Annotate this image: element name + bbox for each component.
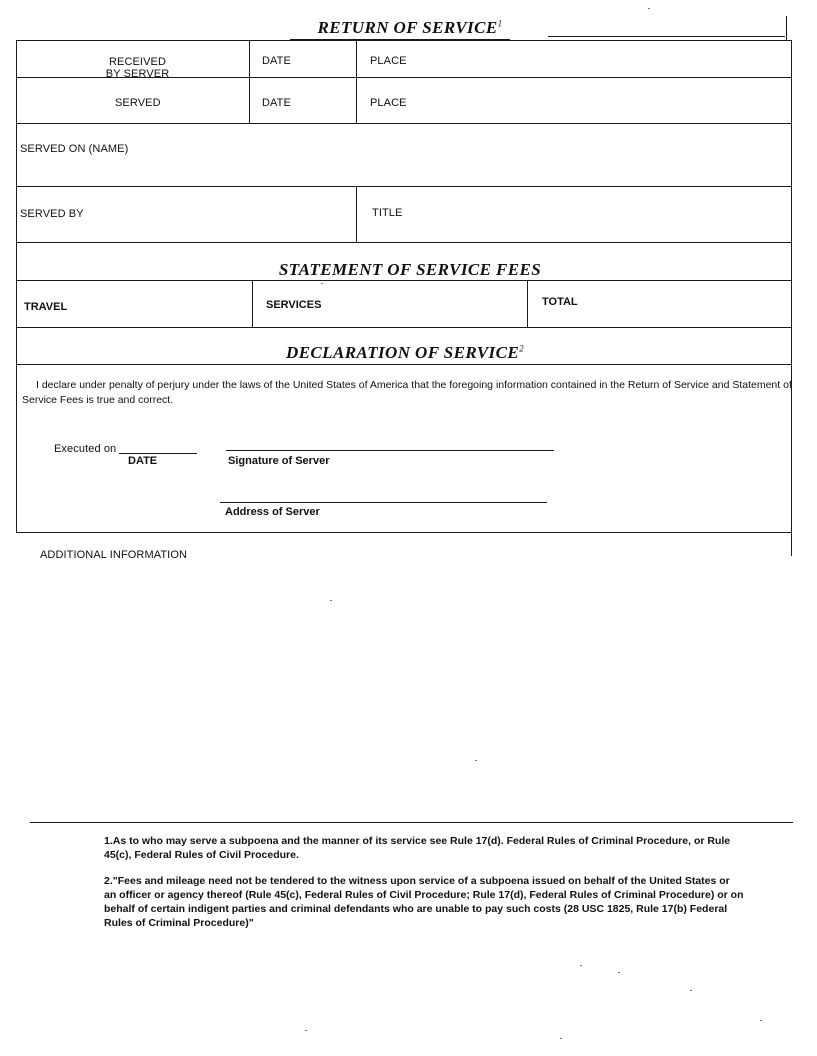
served-place-label: PLACE	[370, 97, 407, 109]
scan-speck	[760, 1020, 762, 1021]
scan-speck	[690, 990, 692, 991]
grid-divider-title	[356, 186, 357, 242]
return-of-service-title-text: RETURN OF SERVICE	[317, 18, 498, 37]
grid-top-rule	[16, 40, 791, 41]
scan-speck	[321, 283, 323, 284]
date-label: DATE	[128, 455, 158, 467]
grid-rule-row3	[16, 186, 791, 187]
footnote-1: 1.As to who may serve a subpoena and the manner of its service see Rule 17(d). Federal Rules of Criminal Procedure, or Rule 45(c), Federal Rules of Civil Procedure.	[104, 835, 731, 861]
grid-rule-row4	[16, 242, 791, 243]
received-label-line2: BY SERVER	[105, 68, 170, 80]
grid-rule-row7	[16, 364, 791, 365]
grid-rule-row8	[16, 532, 791, 533]
return-of-service-title	[300, 18, 520, 38]
form-right-border-top	[786, 16, 787, 40]
grid-divider-total	[527, 280, 528, 327]
travel-label: TRAVEL	[24, 301, 68, 313]
served-on-name-label: SERVED ON (NAME)	[20, 143, 129, 155]
return-of-service-footnote-mark: 1	[497, 18, 503, 29]
grid-rule-row2	[16, 123, 791, 124]
executed-on-label: Executed on	[54, 443, 117, 455]
served-label: SERVED	[115, 97, 161, 109]
grid-right-border	[791, 40, 792, 556]
declaration-statement: I declare under penalty of perjury under the laws of the United States of America that the foregoing information contained in the Return of Service and Statement of Service Fees is true and correct.	[22, 379, 792, 406]
signature-of-server-label: Signature of Server	[228, 455, 330, 467]
address-of-server-label: Address of Server	[225, 506, 320, 518]
header-rule-right	[548, 36, 785, 37]
declaration-footnote-mark: 2	[519, 343, 524, 354]
received-place-label: PLACE	[370, 55, 407, 67]
address-line	[220, 502, 547, 503]
scan-speck	[330, 600, 332, 601]
scan-speck	[305, 1030, 307, 1031]
footnote-2: 2."Fees and mileage need not be tendered to the witness upon service of a subpoena issued on behalf of the United States or an officer or agency thereof (Rule 45(c), Federal Rules of Civil Procedure; Rule 17(d), Federal Rules of Criminal Procedure) or on behalf of certain indigent parties and criminal defendants who are unable to pay such costs (28 USC 1825, Rule 17(b) Federal Rules of Criminal Procedure)"	[104, 875, 744, 929]
served-date-label: DATE	[262, 97, 291, 109]
scan-speck	[560, 1038, 562, 1039]
scan-speck	[580, 965, 582, 966]
total-label: TOTAL	[542, 296, 578, 308]
signature-line	[226, 450, 554, 451]
services-label: SERVICES	[266, 299, 322, 311]
scan-speck	[648, 8, 650, 9]
executed-date-line	[119, 453, 197, 454]
service-fees-title: STATEMENT OF SERVICE FEES	[278, 260, 542, 279]
received-by-server-label	[100, 56, 175, 80]
grid-bottom-rule	[30, 822, 793, 823]
grid-divider-services	[252, 280, 253, 327]
grid-left-border	[16, 40, 17, 532]
grid-rule-row6	[16, 327, 791, 328]
additional-information-label: ADDITIONAL INFORMATION	[40, 549, 188, 561]
received-label-line1: RECEIVED	[108, 56, 167, 68]
declaration-title-text: DECLARATION OF SERVICE	[286, 343, 520, 362]
declaration-title	[270, 343, 540, 363]
scan-speck	[475, 760, 477, 761]
grid-rule-row5	[16, 280, 791, 281]
scan-speck	[618, 972, 620, 973]
served-by-label: SERVED BY	[20, 208, 84, 220]
received-date-label: DATE	[262, 55, 291, 67]
grid-divider-place	[356, 40, 357, 123]
grid-divider-date	[249, 40, 250, 123]
title-field-label: TITLE	[372, 207, 403, 219]
